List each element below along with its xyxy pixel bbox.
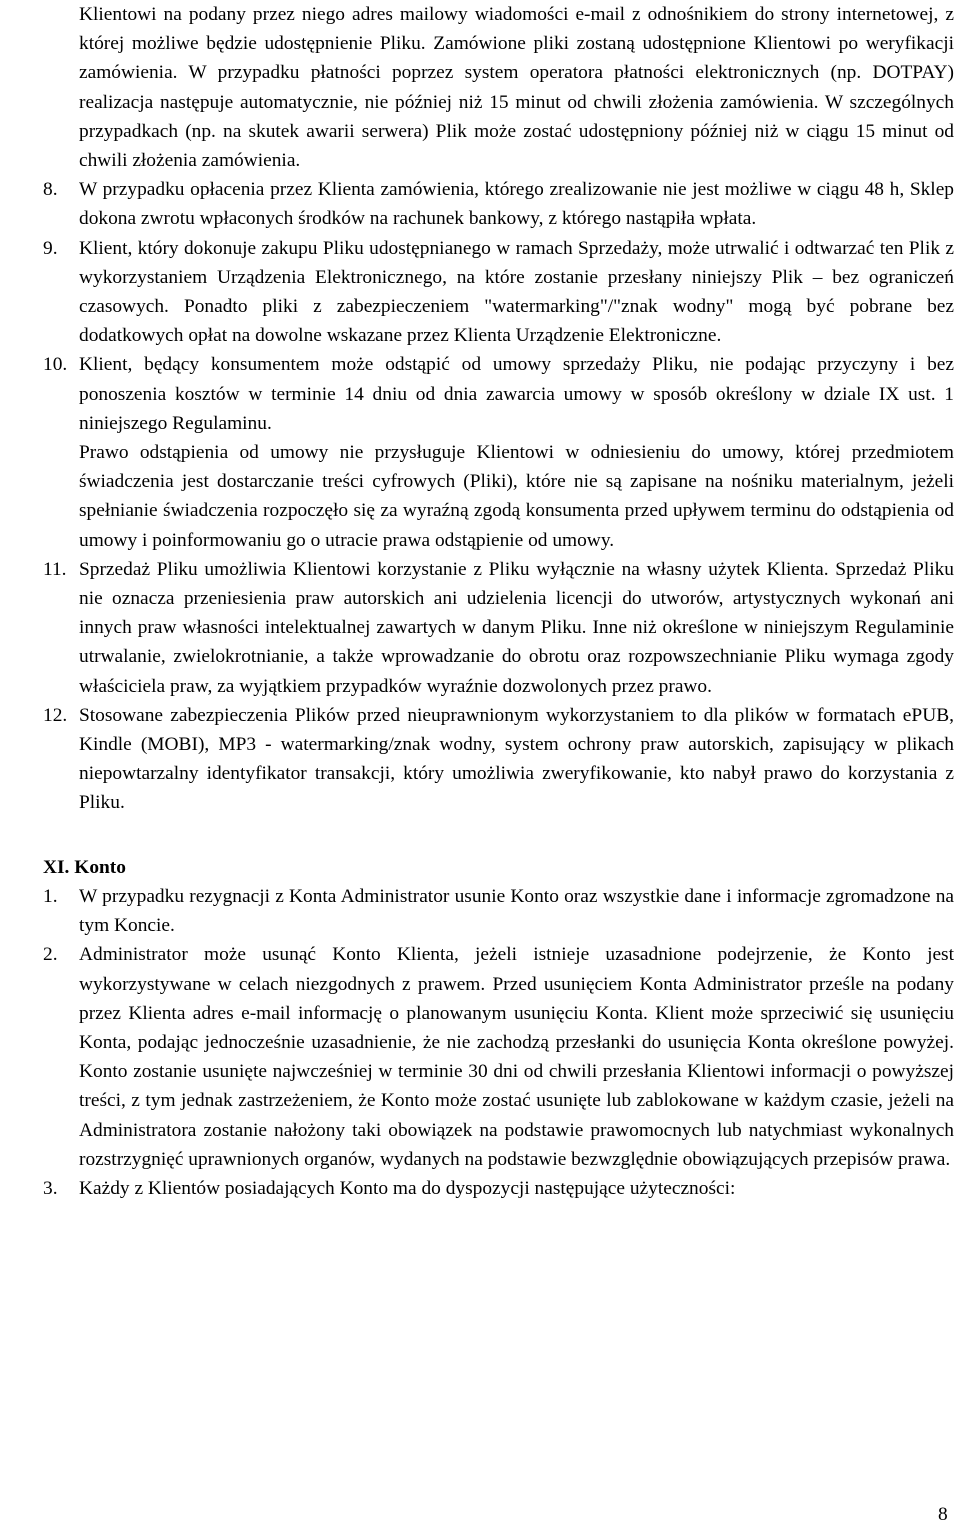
item-number: 3. (43, 1177, 58, 1199)
item-text: Klient, który dokonuje zakupu Pliku udostępnianego w ramach Sprzedaży, może utrwalić i odtwarzać ten Plik z wykorzystaniem Urządzenia Elektronicznego, na które zostanie przesłany niniejszy Plik – bez ograniczeń czasowych. Ponadto pliki z zabezpieczeniem "watermarking"/"znak wodny" mogą być pobrane bez dodatkowych opłat na dowolne wskazane przez Klienta Urządzenie Elektroniczne. (79, 237, 954, 347)
section-gap (0, 818, 960, 853)
item-number: 2. (43, 944, 58, 966)
item-text: Administrator może usunąć Konto Klienta, jeżeli istnieje uzasadnione podejrzenie, że Konto jest wykorzystywane w celach niezgodnych z prawem. Przed usunięciem Konta Administrator prześle na podany przez Klienta adres e-mail informację o planowanym usunięciu Konta. Klient może sprzeciwić się usunięciu Konta, podając jednocześnie uzasadnienie, że nie zachodzą przesłanki do usunięcia Konta określone powyżej. Konto zostanie usunięte najwcześniej w terminie 30 dni od chwili przesłania Klientowi informacji o powyższej treści, z tym jednak zastrzeżeniem, że Konto może zostać usunięte lub zablokowane w każdym czasie, jeżeli na Administratora zostanie nałożony taki obowiązek na podstawie prawomocnych lub natychmiast wykonalnych rozstrzygnięć uprawnionych organów, wydanych na podstawie bezwzględnie obowiązujących przepisów prawa. (79, 944, 954, 1170)
item-number: 12. (43, 704, 68, 726)
item-text: W przypadku opłacenia przez Klienta zamówienia, którego zrealizowanie nie jest możliwe w ciągu 48 h, Sklep dokona zwrotu wpłaconych środków na rachunek bankowy, z którego nastąpiła wpłata. (79, 179, 954, 230)
section-heading: XI. Konto (43, 856, 126, 878)
item-number: 10. (43, 354, 68, 376)
item-text: W przypadku rezygnacji z Konta Administrator usunie Konto oraz wszystkie dane i informacje zgromadzone na tym Koncie. (79, 885, 954, 937)
page-number: 8 (938, 1504, 948, 1525)
list-item (0, 701, 960, 818)
item-number: 8. (43, 179, 58, 201)
item-text: Klient, będący konsumentem może odstąpić od umowy sprzedaży Pliku, nie podając przyczyny i bez ponoszenia kosztów w terminie 14 dniu od dnia zawarcia umowy w sposób określony w dziale IX ust. 1 niniejszego Regulaminu. (79, 354, 954, 434)
item-number: 1. (43, 885, 58, 907)
item-number: 11. (43, 558, 67, 580)
list-item (0, 175, 960, 233)
list-item (0, 350, 960, 438)
list-item (0, 940, 960, 1174)
list-item (0, 234, 960, 351)
item-number: 9. (43, 237, 58, 259)
item-text: Każdy z Klientów posiadających Konto ma do dyspozycji następujące użyteczności: (79, 1177, 736, 1199)
list-item (0, 882, 960, 940)
list-item (0, 1174, 960, 1203)
continuation-paragraph: Klientowi na podany przez niego adres mailowy wiadomości e-mail z odnośnikiem do strony internetowej, z której możliwe będzie udostępnienie Pliku. Zamówione pliki zostaną udostępnione Klientowi po weryfikacji zamówienia. W przypadku płatności poprzez system operatora płatności elektronicznych (np. DOTPAY) realizacja następuje automatycznie, nie później niż 15 minut od chwili złożenia zamówienia. W szczególnych przypadkach (np. na skutek awarii serwera) Plik może zostać udostępniony później niż w ciągu 15 minut od chwili złożenia zamówienia. (79, 4, 954, 172)
item-text: Sprzedaż Pliku umożliwia Klientowi korzystanie z Pliku wyłącznie na własny użytek Klienta. Sprzedaż Pliku nie oznacza przeniesienia praw autorskich ani udzielenia licencji do utworów, artystycznych wykonań ani innych praw własności intelektualnej zawartych w danym Pliku. Inne niż określone w niniejszym Regulaminie utrwalanie, zwielokrotnianie, a także wprowadzanie do obrotu oraz rozpowszechnianie Pliku wymaga zgody właściciela praw, za wyjątkiem przypadków wyraźnie dozwolonych przez prawo. (79, 558, 954, 697)
list-item (0, 555, 960, 701)
item-10-paragraph: Prawo odstąpienia od umowy nie przysługuje Klientowi w odniesieniu do umowy, której przedmiotem świadczenia jest dostarczanie treści cyfrowych (Pliki), które nie są zapisane na nośniku materialnym, jeżeli spełnianie świadczenia rozpoczęło się za wyraźną zgodą konsumenta przed upływem terminu do odstąpienia od umowy i poinformowaniu go o utracie prawa odstąpienie od umowy. (79, 442, 954, 551)
item-text: Stosowane zabezpieczenia Plików przed nieuprawnionym wykorzystaniem to dla plików w formatach ePUB, Kindle (MOBI), MP3 - watermarking/znak wodny, system ochrony praw autorskich, zapisujący w plikach niepowtarzalny identyfikator transakcji, który umożliwia zweryfikowanie, kto nabył prawo do korzystania z Pliku. (79, 704, 954, 814)
